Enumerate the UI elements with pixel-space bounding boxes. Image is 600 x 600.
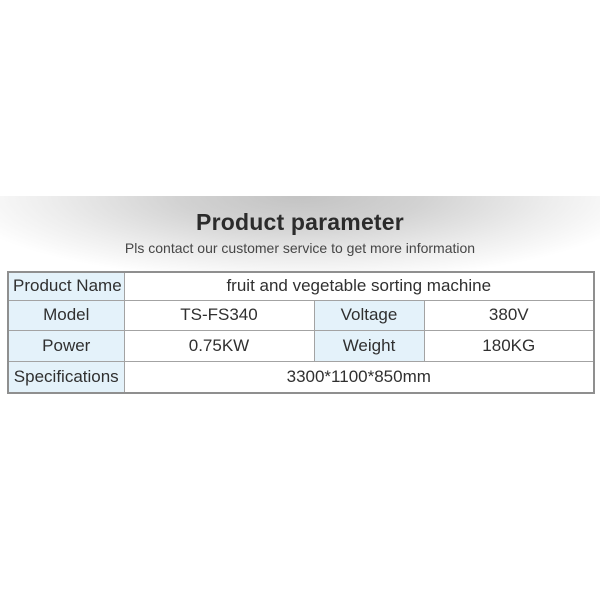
table-row-power-weight <box>8 330 594 361</box>
specifications-label: Specifications <box>8 361 124 393</box>
weight-label: Weight <box>314 330 424 361</box>
model-value: TS-FS340 <box>124 300 314 330</box>
page-subtitle: Pls contact our customer service to get more information <box>124 240 476 256</box>
weight-value: 180KG <box>424 330 594 361</box>
model-label: Model <box>8 300 124 330</box>
table-row-specifications <box>8 361 594 393</box>
specifications-value: 3300*1100*850mm <box>124 361 594 393</box>
table-row-product-name <box>8 272 594 300</box>
product-name-value: fruit and vegetable sorting machine <box>124 272 594 300</box>
power-value: 0.75KW <box>124 330 314 361</box>
voltage-value: 380V <box>424 300 594 330</box>
voltage-label: Voltage <box>314 300 424 330</box>
product-name-label: Product Name <box>8 272 124 300</box>
power-label: Power <box>8 330 124 361</box>
table-row-model-voltage <box>8 300 594 330</box>
page-title: Product parameter <box>196 209 404 235</box>
header-band <box>0 196 600 271</box>
spec-table <box>7 271 595 394</box>
